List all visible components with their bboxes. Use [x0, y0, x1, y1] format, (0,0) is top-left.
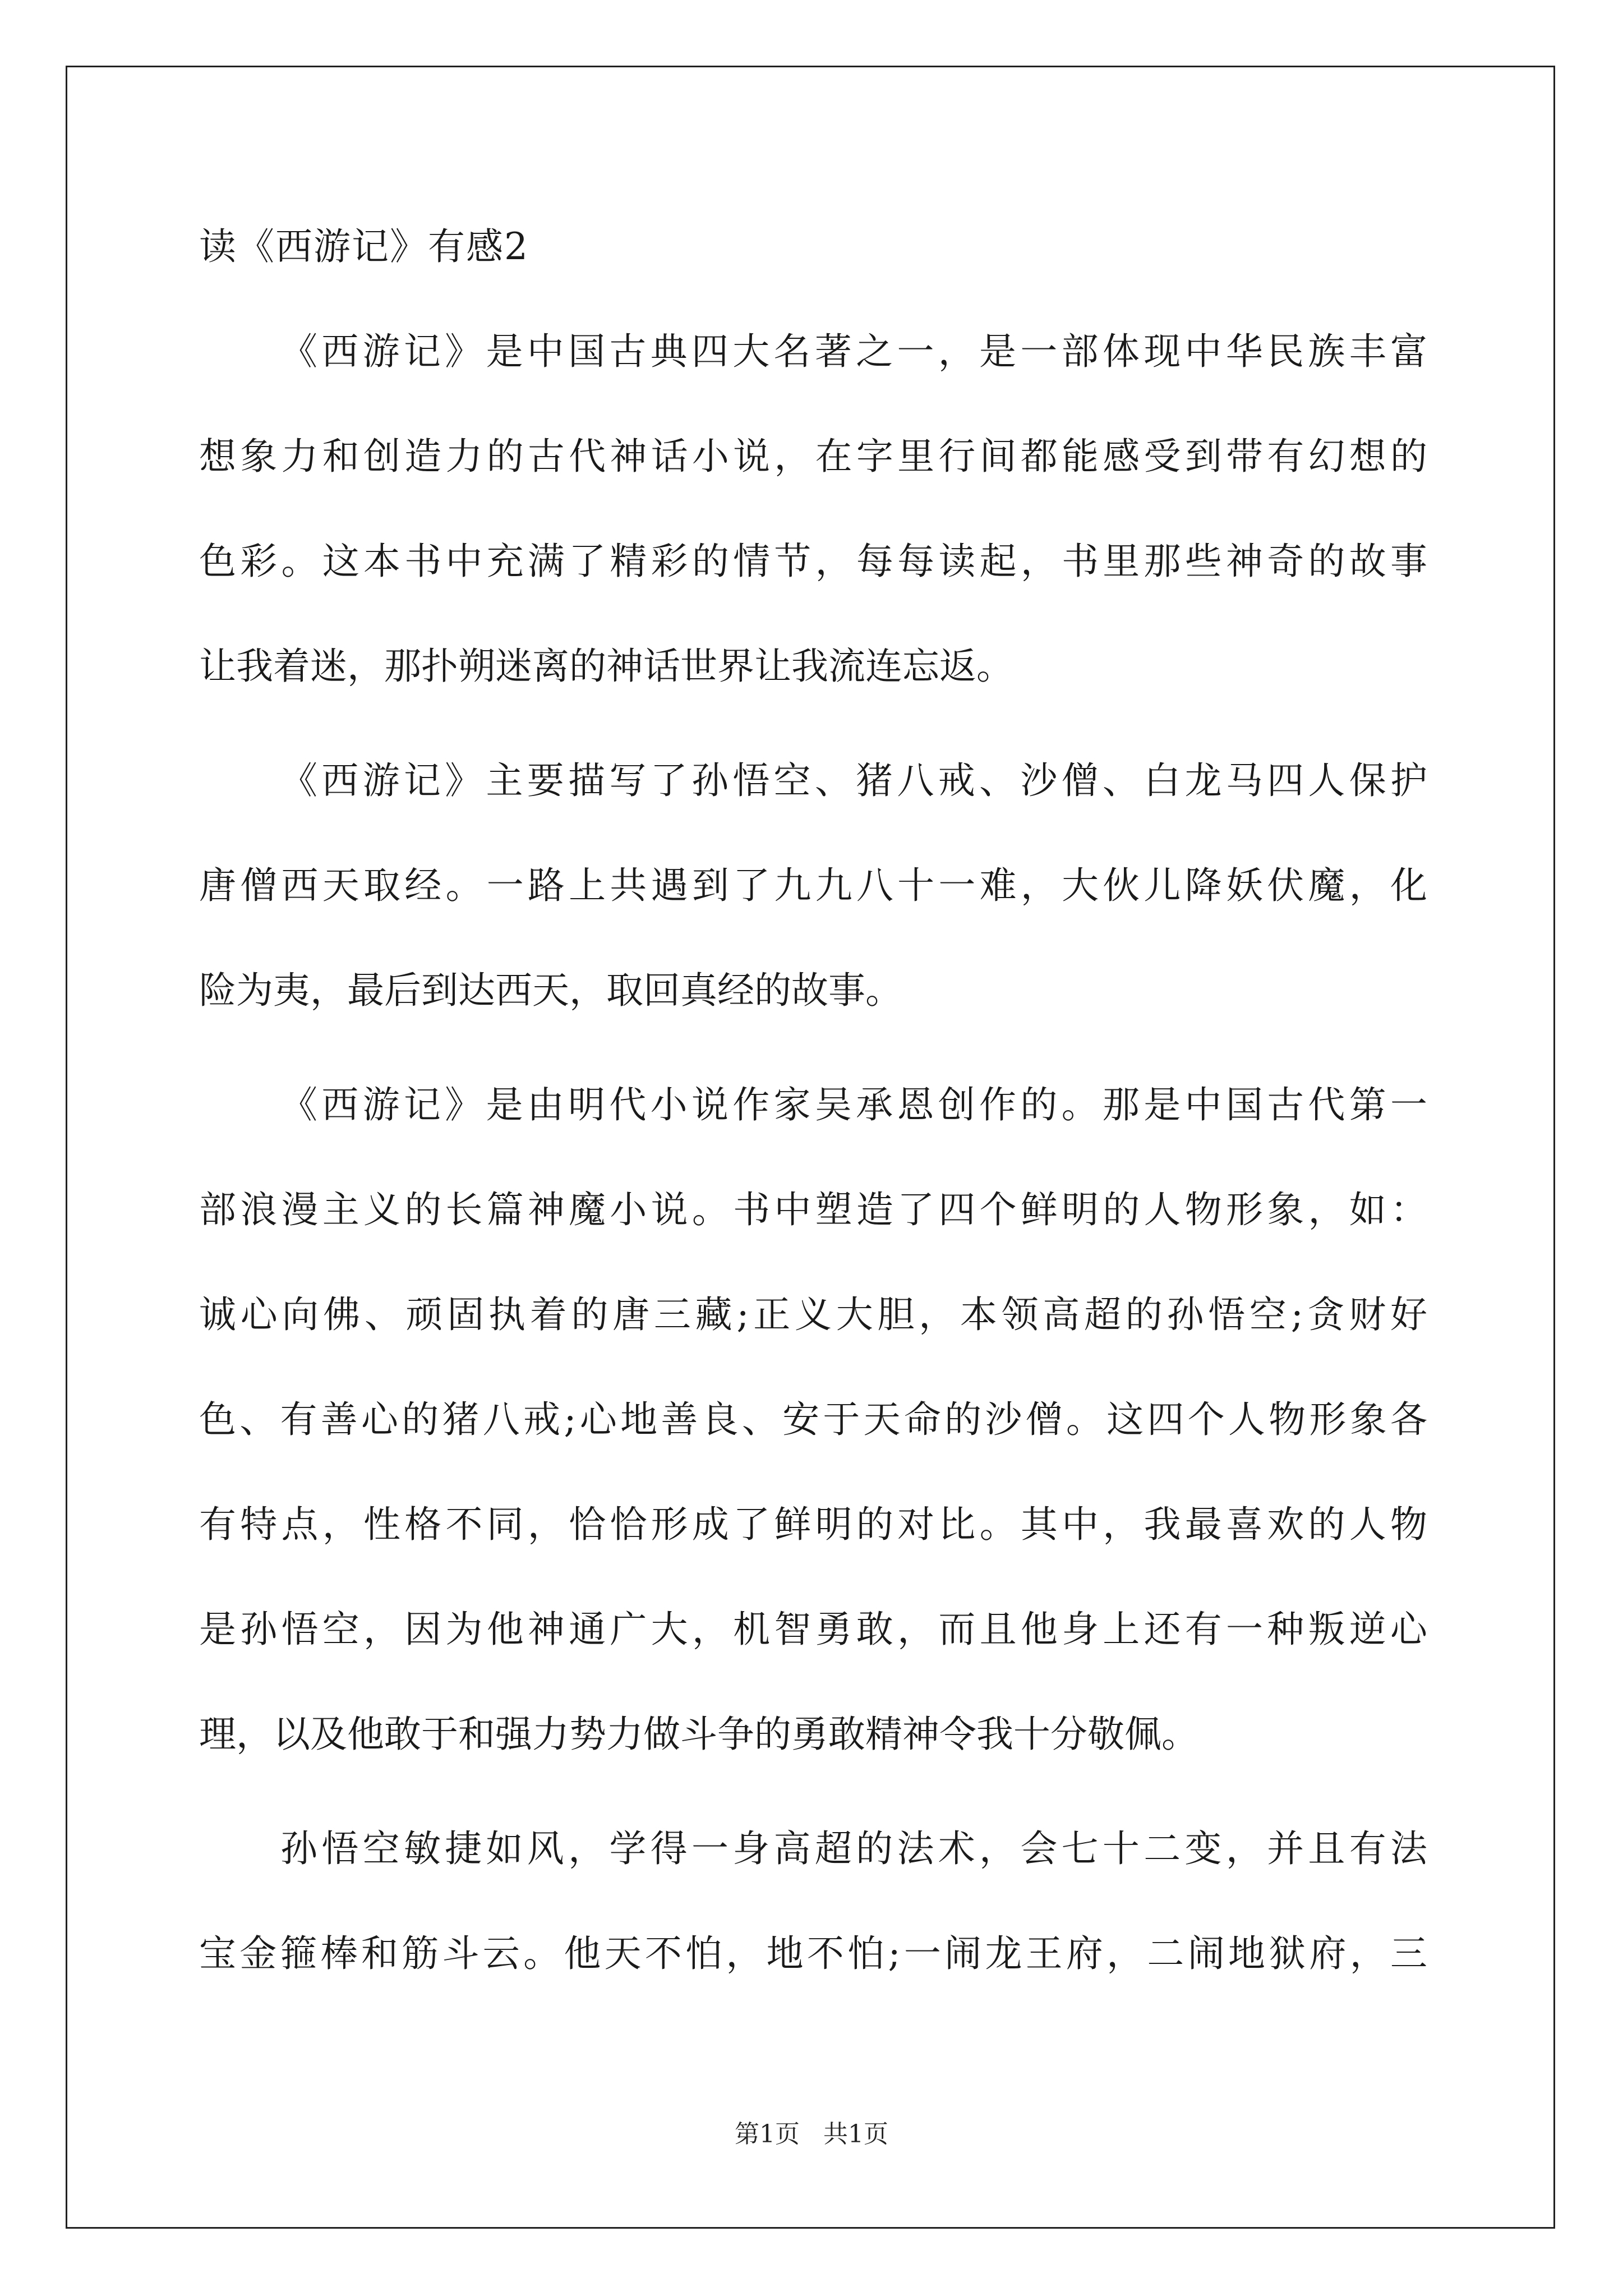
paragraph-3-line-1: 《西游记》是由明代小说作家吴承恩创作的。那是中国古代第一 — [280, 1083, 1427, 1126]
page-number: 第1页 — [735, 2120, 800, 2148]
page-border — [66, 66, 1555, 2229]
paragraph-3-line-4: 色、有善心的猪八戒;心地善良、安于天命的沙僧。这四个人物形象各 — [199, 1398, 1427, 1441]
paragraph-2-line-2: 唐僧西天取经。一路上共遇到了九九八十一难，大伙儿降妖伏魔，化 — [199, 864, 1427, 907]
paragraph-3-line-7: 理，以及他敢于和强力势力做斗争的勇敢精神令我十分敬佩。 — [199, 1713, 1198, 1756]
paragraph-3-line-5: 有特点，性格不同，恰恰形成了鲜明的对比。其中，我最喜欢的人物 — [199, 1503, 1427, 1546]
paragraph-1-line-4: 让我着迷，那扑朔迷离的神话世界让我流连忘返。 — [199, 645, 1013, 688]
paragraph-2-line-1: 《西游记》主要描写了孙悟空、猪八戒、沙僧、白龙马四人保护 — [280, 759, 1427, 802]
page-total: 共1页 — [823, 2120, 888, 2148]
paragraph-4-line-1: 孙悟空敏捷如风，学得一身高超的法术，会七十二变，并且有法 — [280, 1827, 1427, 1870]
paragraph-3-line-2: 部浪漫主义的长篇神魔小说。书中塑造了四个鲜明的人物形象，如： — [199, 1188, 1427, 1231]
paragraph-3-line-3: 诚心向佛、顽固执着的唐三藏;正义大胆，本领高超的孙悟空;贪财好 — [199, 1293, 1427, 1336]
paragraph-1-line-3: 色彩。这本书中充满了精彩的情节，每每读起，书里那些神奇的故事 — [199, 540, 1427, 583]
page-footer — [0, 2118, 1623, 2151]
paragraph-2-line-3: 险为夷，最后到达西天，取回真经的故事。 — [199, 969, 902, 1012]
paragraph-1-line-1: 《西游记》是中国古典四大名著之一，是一部体现中华民族丰富 — [280, 330, 1427, 373]
paragraph-4-line-2: 宝金箍棒和筋斗云。他天不怕，地不怕;一闹龙王府，二闹地狱府，三 — [199, 1932, 1427, 1975]
document-title: 读《西游记》有感2 — [199, 225, 529, 268]
paragraph-1-line-2: 想象力和创造力的古代神话小说，在字里行间都能感受到带有幻想的 — [199, 435, 1427, 478]
paragraph-3-line-6: 是孙悟空，因为他神通广大，机智勇敢，而且他身上还有一种叛逆心 — [199, 1608, 1427, 1651]
